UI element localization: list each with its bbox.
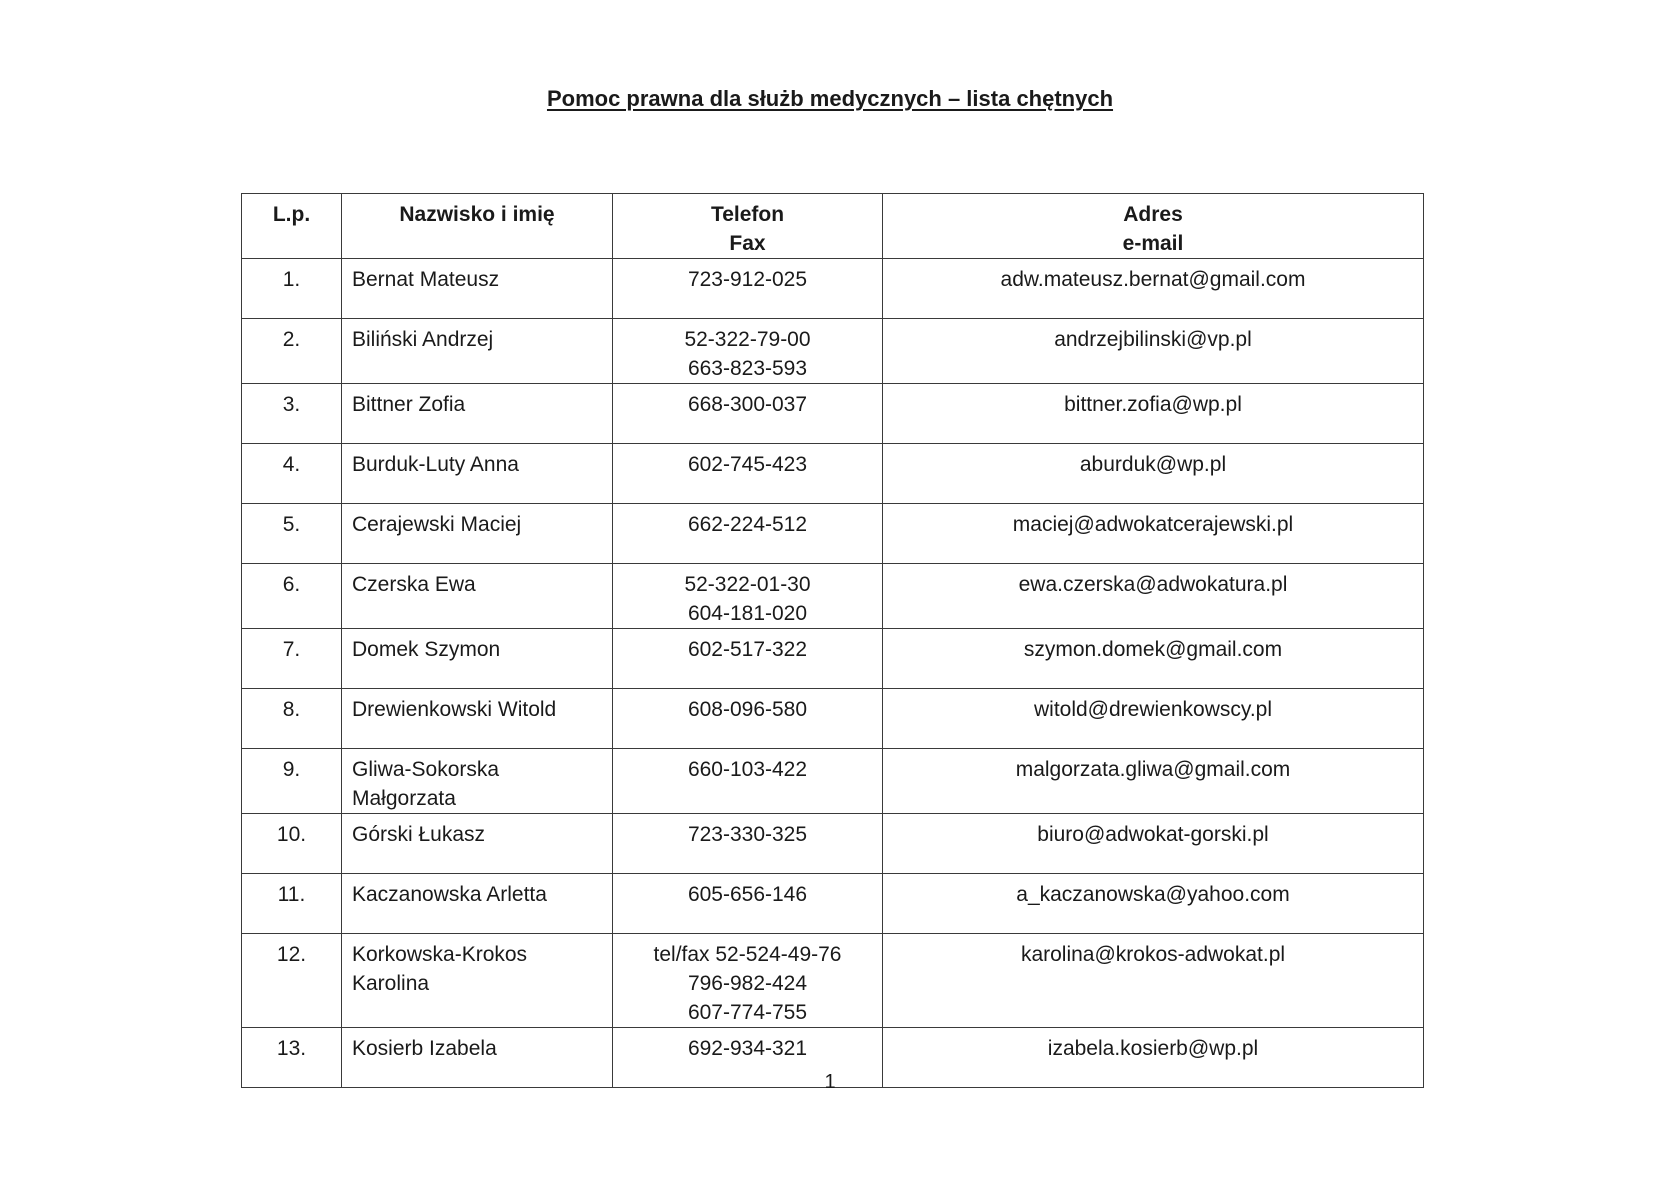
page-number: 1	[824, 1071, 836, 1093]
row-name-cell	[342, 749, 613, 814]
row-name-cell	[342, 934, 613, 1028]
row-name-cell	[342, 629, 613, 689]
row-phone: 668-300-037	[687, 393, 808, 416]
row-name-cell	[342, 259, 613, 319]
row-name: Domek Szymon	[352, 638, 501, 661]
row-phone: 723-912-025	[687, 268, 808, 291]
row-name: Kaczanowska Arletta	[352, 883, 547, 906]
header-lp: L.p.	[242, 194, 342, 259]
row-email: aburduk@wp.pl	[883, 444, 1424, 504]
row-phone-cell	[613, 934, 883, 1028]
row-number: 12.	[242, 934, 342, 1028]
table-row	[242, 689, 1424, 749]
table-body	[242, 259, 1424, 1088]
row-email: adw.mateusz.bernat@gmail.com	[883, 259, 1424, 319]
lawyers-table	[241, 193, 1424, 1088]
table-row	[242, 384, 1424, 444]
table-row	[242, 874, 1424, 934]
row-name: Cerajewski Maciej	[352, 513, 522, 536]
table-row	[242, 934, 1424, 1028]
row-phone-cell	[613, 564, 883, 629]
row-email: szymon.domek@gmail.com	[883, 629, 1424, 689]
row-number: 2.	[242, 319, 342, 384]
row-phone-cell	[613, 689, 883, 749]
row-phone-cell	[613, 504, 883, 564]
row-email: biuro@adwokat-gorski.pl	[883, 814, 1424, 874]
header-fax-line: Fax	[729, 232, 766, 255]
row-phone: 602-745-423	[687, 453, 808, 476]
row-name-cell	[342, 384, 613, 444]
row-number: 7.	[242, 629, 342, 689]
row-phone-cell	[613, 814, 883, 874]
header-address-line: Adres	[1123, 203, 1183, 226]
row-name-cell	[342, 564, 613, 629]
row-phone: 607-774-755	[687, 1001, 808, 1024]
row-name: Burduk-Luty Anna	[352, 453, 519, 476]
row-name: Gliwa-Sokorska	[352, 758, 500, 781]
row-name: Małgorzata	[352, 787, 456, 810]
table-row	[242, 814, 1424, 874]
row-number: 9.	[242, 749, 342, 814]
row-phone-cell	[613, 319, 883, 384]
row-name: Czerska Ewa	[352, 573, 476, 596]
row-name-cell	[342, 444, 613, 504]
row-email: andrzejbilinski@vp.pl	[883, 319, 1424, 384]
row-name: Bernat Mateusz	[352, 268, 500, 291]
table-header-row	[242, 194, 1424, 259]
header-name: Nazwisko i imię	[342, 194, 613, 259]
header-phone-line: Telefon	[710, 203, 785, 226]
row-phone: 52-322-01-30	[684, 573, 811, 596]
table-row	[242, 629, 1424, 689]
row-phone-cell	[613, 384, 883, 444]
row-phone: 608-096-580	[687, 698, 808, 721]
row-name: Drewienkowski Witold	[352, 698, 557, 721]
row-phone: tel/fax 52-524-49-76	[653, 943, 842, 966]
row-phone-cell	[613, 444, 883, 504]
row-email: a_kaczanowska@yahoo.com	[883, 874, 1424, 934]
table-row	[242, 749, 1424, 814]
row-phone: 660-103-422	[687, 758, 808, 781]
row-number: 10.	[242, 814, 342, 874]
row-number: 3.	[242, 384, 342, 444]
row-phone-cell	[613, 874, 883, 934]
row-name: Karolina	[352, 972, 430, 995]
header-email-line: e-mail	[1122, 232, 1184, 255]
row-email: malgorzata.gliwa@gmail.com	[883, 749, 1424, 814]
row-name: Biliński Andrzej	[352, 328, 494, 351]
row-name-cell	[342, 319, 613, 384]
row-number: 5.	[242, 504, 342, 564]
row-email: ewa.czerska@adwokatura.pl	[883, 564, 1424, 629]
table-row	[242, 319, 1424, 384]
row-phone: 796-982-424	[687, 972, 808, 995]
row-name: Bittner Zofia	[352, 393, 466, 416]
row-name-cell	[342, 504, 613, 564]
row-number: 13.	[242, 1028, 342, 1088]
row-number: 4.	[242, 444, 342, 504]
row-name: Górski Łukasz	[352, 823, 486, 846]
row-email: karolina@krokos-adwokat.pl	[883, 934, 1424, 1028]
row-number: 8.	[242, 689, 342, 749]
header-address	[883, 194, 1424, 259]
header-phone	[613, 194, 883, 259]
row-phone: 52-322-79-00	[684, 328, 811, 351]
row-phone: 663-823-593	[687, 357, 808, 380]
row-phone: 605-656-146	[687, 883, 808, 906]
document-title: Pomoc prawna dla służb medycznych – lista chętnych	[546, 86, 1114, 111]
table-row	[242, 504, 1424, 564]
table-row	[242, 564, 1424, 629]
row-number: 1.	[242, 259, 342, 319]
row-number: 11.	[242, 874, 342, 934]
row-email: witold@drewienkowscy.pl	[883, 689, 1424, 749]
row-name: Korkowska-Krokos	[352, 943, 528, 966]
row-phone: 602-517-322	[687, 638, 808, 661]
row-name-cell	[342, 874, 613, 934]
row-name: Kosierb Izabela	[352, 1037, 497, 1060]
row-number: 6.	[242, 564, 342, 629]
row-phone: 662-224-512	[687, 513, 808, 536]
row-email: izabela.kosierb@wp.pl	[883, 1028, 1424, 1088]
row-phone: 604-181-020	[687, 602, 808, 625]
row-name-cell	[342, 814, 613, 874]
table-row	[242, 259, 1424, 319]
row-phone-cell	[613, 259, 883, 319]
row-phone: 723-330-325	[687, 823, 808, 846]
row-phone: 692-934-321	[687, 1037, 808, 1060]
row-email: bittner.zofia@wp.pl	[883, 384, 1424, 444]
row-phone-cell	[613, 629, 883, 689]
row-name-cell	[342, 689, 613, 749]
table-row	[242, 444, 1424, 504]
row-email: maciej@adwokatcerajewski.pl	[883, 504, 1424, 564]
row-phone-cell	[613, 749, 883, 814]
